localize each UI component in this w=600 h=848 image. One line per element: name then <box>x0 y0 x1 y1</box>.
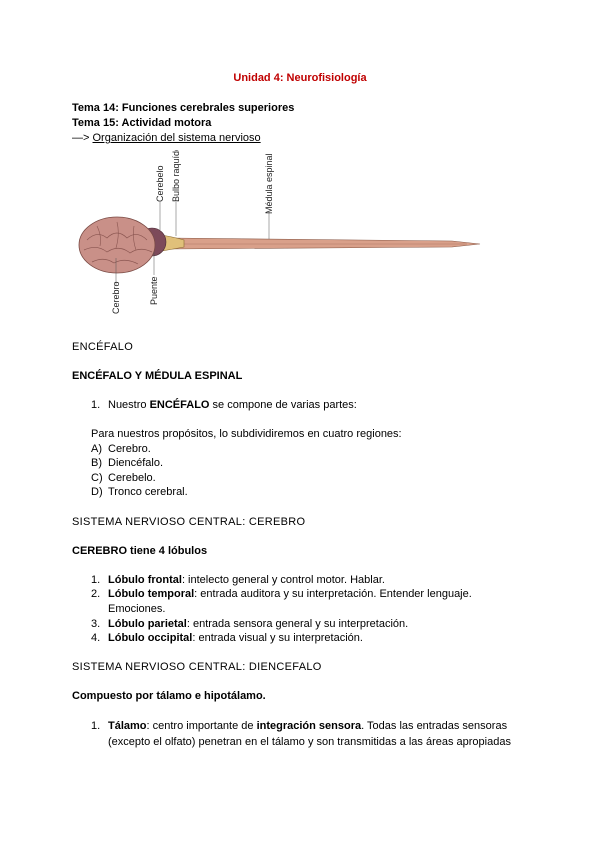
lobulo-3-text: : entrada sensora general y su interpretación. <box>186 618 409 630</box>
lobulo-4-num: 4. <box>91 632 101 644</box>
talamo-line-1 <box>108 720 507 732</box>
lobulo-3-num: 3. <box>91 618 101 630</box>
lobulo-4 <box>108 632 363 644</box>
region-letter-d: D) <box>91 486 103 498</box>
region-letter-a: A) <box>91 443 102 455</box>
region-letter-b: B) <box>91 457 102 469</box>
cerebro-lobulos-heading: CEREBRO tiene 4 lóbulos <box>72 545 208 557</box>
region-text-b: Diencéfalo. <box>108 457 164 469</box>
lobulo-4-bold: Lóbulo occipital <box>108 632 193 644</box>
encefalo-heading: ENCÉFALO <box>72 341 134 353</box>
label-cerebro: Cerebro <box>111 281 121 314</box>
label-puente: Puente <box>149 276 159 305</box>
lobulo-2-text: : entrada auditora y su interpretación. Entender lenguaje. <box>194 588 472 600</box>
tema-14: Tema 14: Funciones cerebrales superiores <box>72 102 295 114</box>
organizacion-line <box>72 132 261 144</box>
lobulo-2-bold: Lóbulo temporal <box>108 588 195 600</box>
region-text-d: Tronco cerebral. <box>108 486 188 498</box>
label-medula: Médula espinal <box>264 153 274 214</box>
label-cerebelo: Cerebelo <box>155 165 165 202</box>
lobulo-3 <box>108 618 408 630</box>
nervous-system-figure <box>72 150 492 320</box>
compuesto-heading: Compuesto por tálamo e hipotálamo. <box>72 690 266 702</box>
talamo-end: . Todas las entradas sensoras <box>361 720 508 732</box>
encefalo-medula-heading: ENCÉFALO Y MÉDULA ESPINAL <box>72 370 243 382</box>
region-text-c: Cerebelo. <box>108 472 156 484</box>
region-text-a: Cerebro. <box>108 443 151 455</box>
lobulo-4-text: : entrada visual y su interpretación. <box>192 632 363 644</box>
lobulo-2-num: 2. <box>91 588 101 600</box>
talamo-bold-2: integración sensora <box>256 720 362 732</box>
item-1-post: se compone de varias partes: <box>209 399 357 411</box>
item-1-pre: Nuestro <box>108 399 150 411</box>
spinal-cord-shape <box>168 238 480 249</box>
snc-diencefalo-heading: SISTEMA NERVIOSO CENTRAL: DIENCEFALO <box>72 661 322 673</box>
organizacion-link: Organización del sistema nervioso <box>92 132 261 144</box>
lobulo-1-text: : intelecto general y control motor. Hablar. <box>181 574 385 586</box>
talamo-bold: Tálamo <box>108 720 147 732</box>
lobulo-1-bold: Lóbulo frontal <box>108 574 182 586</box>
talamo-line-2: (excepto el olfato) penetran en el tálamo y son transmitidas a las áreas apropiadas <box>108 736 511 748</box>
talamo-num: 1. <box>91 720 101 732</box>
lobulo-1-num: 1. <box>91 574 101 586</box>
page-title: Unidad 4: Neurofisiología <box>233 72 367 84</box>
lobulo-2 <box>108 588 472 600</box>
region-letter-c: C) <box>91 472 103 484</box>
lobulo-2-cont: Emociones. <box>108 603 166 615</box>
intro-text: Para nuestros propósitos, lo subdividiremos en cuatro regiones: <box>91 428 402 440</box>
arrow-glyph: —> <box>72 132 90 144</box>
item-1-text <box>108 399 357 411</box>
brain-spinal-cord-illustration <box>72 150 492 320</box>
item-1-num: 1. <box>91 399 101 411</box>
lobulo-1 <box>108 574 385 586</box>
talamo-mid: : centro importante de <box>146 720 257 732</box>
tema-15: Tema 15: Actividad motora <box>72 117 212 129</box>
label-bulbo: Bulbo raquídeo <box>171 150 181 202</box>
item-1-bold: ENCÉFALO <box>149 399 210 411</box>
snc-cerebro-heading: SISTEMA NERVIOSO CENTRAL: CEREBRO <box>72 516 306 528</box>
lobulo-3-bold: Lóbulo parietal <box>108 618 187 630</box>
